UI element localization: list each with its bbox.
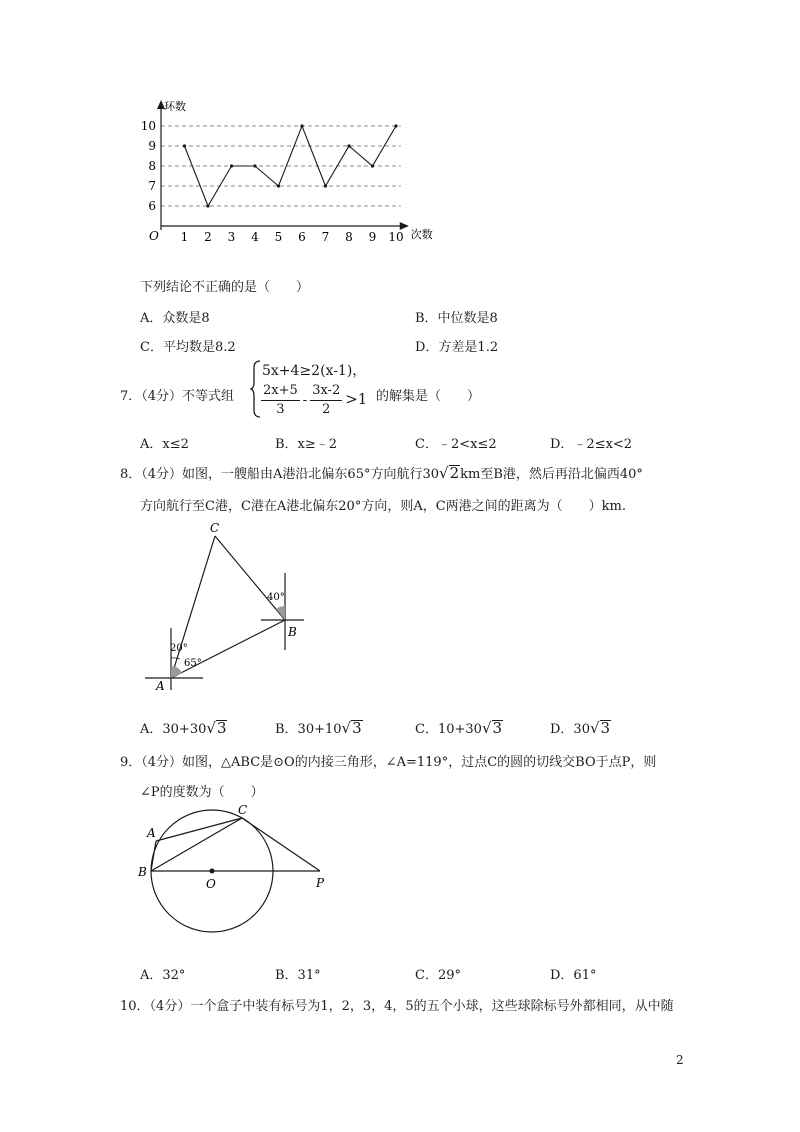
x-tick-label-5: 5 (274, 230, 283, 244)
data-point-6 (300, 124, 303, 127)
q8-sqrt: √2 (439, 464, 460, 482)
q9-label-b: B (138, 865, 147, 879)
q9-label-c: C (238, 803, 248, 817)
x-tick-label-9: 9 (368, 230, 377, 244)
q6-prompt: 下列结论不正确的是（ ） (140, 280, 310, 295)
q8-line-2: 方向航行至C港，C港在A港北偏东20°方向，则A，C两港之间的距离为（ ）km. (140, 499, 626, 514)
x-tick-label-8: 8 (345, 230, 353, 244)
q7-greater-than-one: >1 (345, 390, 368, 408)
data-point-5 (277, 184, 280, 187)
data-point-7 (324, 184, 327, 187)
q8-line-1: 8．（4分）如图，一艘船由A港沿北偏东65°方向航行30√2km至B港，然后再沿北偏西40° (120, 464, 643, 482)
q6-choice-a[interactable]: A．众数是8 (140, 311, 210, 326)
q9-line-2: ∠P的度数为（ ） (140, 785, 264, 800)
q7-fraction-2: $\frac{3x-2}{2}$ (312, 383, 341, 417)
q7-number: 7．（4分）不等式组 (120, 389, 235, 404)
q9-label-a: A (147, 826, 156, 840)
x-tick-label-3: 3 (227, 230, 236, 244)
x-axis-label: 次数 (410, 228, 433, 241)
q7-minus: - (302, 393, 308, 408)
q7-fraction-1: $\frac{2x+5}{3}$ (263, 383, 298, 417)
x-tick-label-2: 2 (204, 230, 212, 244)
data-point-10 (394, 124, 397, 127)
q7-tail: 的解集是（ ） (376, 389, 481, 404)
shooting-score-line-chart (140, 98, 440, 246)
data-point-9 (371, 164, 374, 167)
q8-label-c: C (210, 521, 220, 535)
data-point-3 (230, 164, 233, 167)
y-tick-label-10: 10 (140, 119, 156, 133)
x-tick-label-6: 6 (298, 230, 306, 244)
q8-label-b: B (288, 625, 297, 639)
q7-choice-b[interactable]: B．x≥﹣2 (275, 437, 338, 452)
q8-angle-20: 20° (170, 643, 188, 654)
y-tick-label-6: 6 (148, 199, 156, 213)
q6-choice-b[interactable]: B．中位数是8 (415, 311, 498, 326)
q8-angle-65: 65° (184, 658, 202, 669)
x-tick-label-7: 7 (321, 230, 330, 244)
q7-inequality-2 (258, 382, 367, 419)
x-tick-label-10: 10 (388, 230, 404, 244)
q8-choice-d[interactable]: D．30√3 (550, 719, 611, 737)
q9-choice-d[interactable]: D．61° (550, 968, 597, 983)
q9-line-1: 9．（4分）如图，△ABC是⊙O的内接三角形，∠A=119°，过点C的圆的切线交BO于点P，则 (120, 755, 657, 770)
y-axis-label: 环数 (164, 100, 186, 113)
q8-choice-a[interactable]: A．30+30√3 (140, 719, 227, 737)
page-number: 2 (676, 1053, 684, 1067)
origin-label: O (149, 229, 159, 243)
q8-label-a: A (156, 679, 165, 693)
q8-angle-40: 40° (267, 592, 285, 603)
q9-label-o: O (206, 877, 216, 891)
q7-choice-c[interactable]: C．﹣2<x≤2 (415, 437, 497, 452)
q8-choice-c[interactable]: C．10+30√3 (415, 719, 503, 737)
x-tick-label-1: 1 (180, 230, 189, 244)
q10-line-1: 10．（4分）一个盒子中装有标号为1，2，3，4，5的五个小球，这些球除标号外都相同，从中随 (120, 999, 674, 1014)
q8-navigation-diagram (140, 520, 310, 700)
q9-circle-diagram (135, 800, 335, 940)
data-point-2 (206, 204, 209, 207)
q7-choice-a[interactable]: A．x≤2 (140, 437, 189, 452)
data-point-1 (183, 144, 186, 147)
y-tick-label-9: 9 (148, 139, 156, 153)
q7-choice-d[interactable]: D．﹣2≤x<2 (550, 437, 633, 452)
q6-choice-c[interactable]: C．平均数是8.2 (140, 340, 236, 355)
y-tick-label-8: 8 (148, 159, 156, 173)
data-point-8 (347, 144, 350, 147)
y-tick-label-7: 7 (148, 179, 156, 193)
x-tick-label-4: 4 (251, 230, 259, 244)
q9-choice-a[interactable]: A．32° (140, 968, 186, 983)
data-point-4 (253, 164, 256, 167)
q9-choice-c[interactable]: C．29° (415, 968, 461, 983)
q6-choice-d[interactable]: D．方差是1.2 (415, 340, 499, 355)
q9-choice-b[interactable]: B．31° (275, 968, 321, 983)
q7-inequality-1: 5x+4≥2(x-1)， (262, 363, 367, 379)
q8-choice-b[interactable]: B．30+10√3 (275, 719, 362, 737)
q9-label-p: P (316, 876, 325, 890)
x-axis-arrow (400, 222, 409, 230)
